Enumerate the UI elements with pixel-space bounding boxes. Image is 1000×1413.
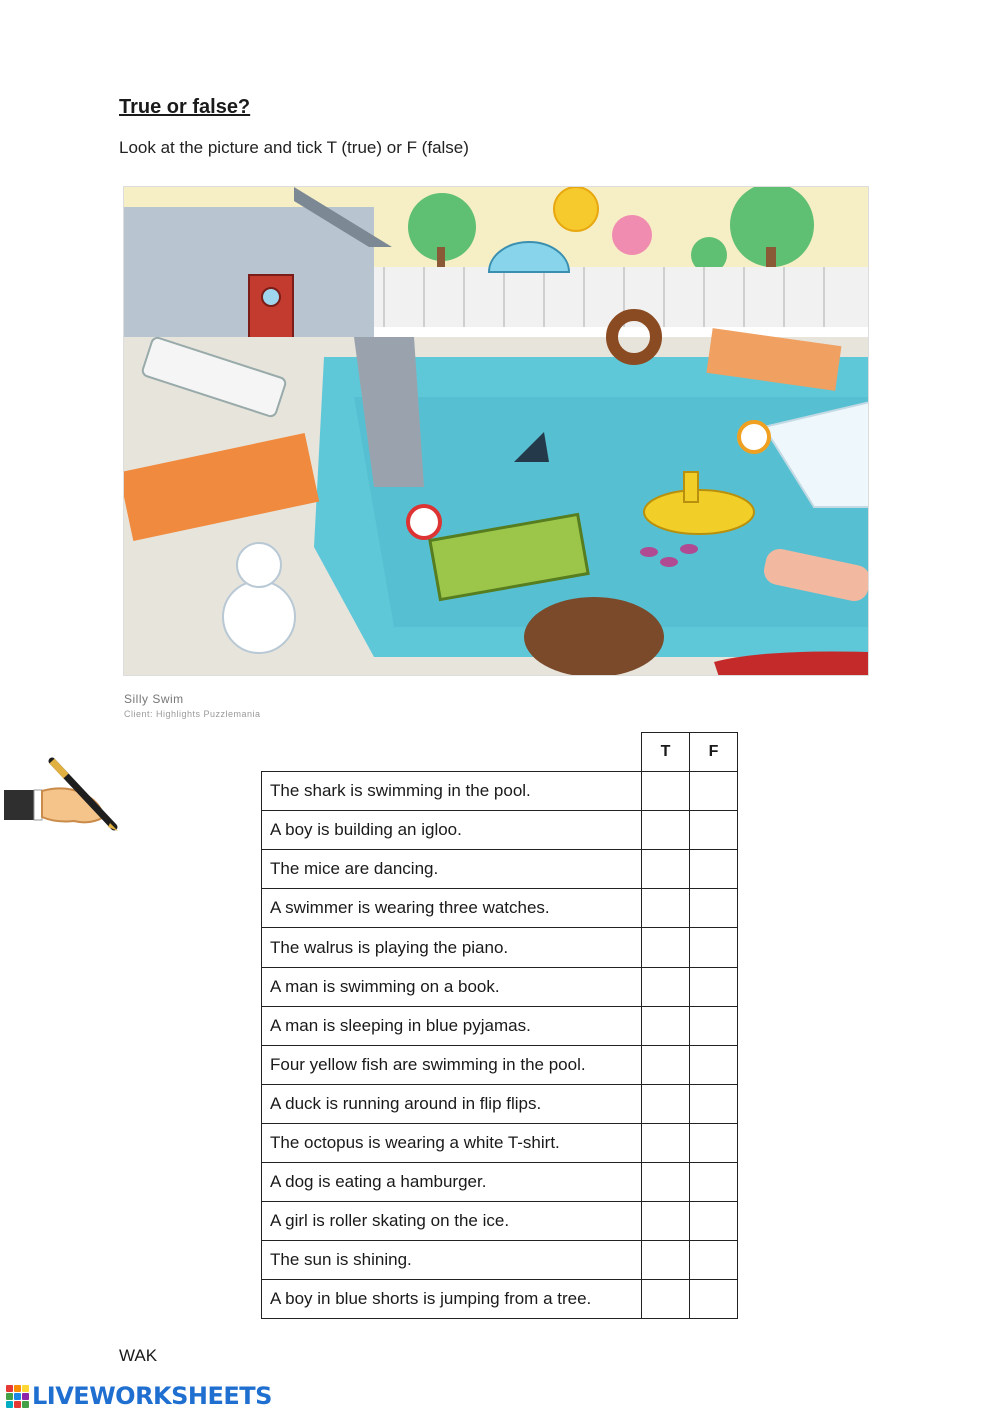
tick-false-cell[interactable] — [690, 1202, 738, 1241]
tick-true-cell[interactable] — [642, 1123, 690, 1162]
statement-text: The sun is shining. — [262, 1241, 642, 1280]
tick-true-cell[interactable] — [642, 772, 690, 811]
table-row — [262, 1045, 738, 1084]
table-row — [262, 1280, 738, 1319]
table-row — [262, 1123, 738, 1162]
tick-true-cell[interactable] — [642, 1241, 690, 1280]
statement-text: Four yellow fish are swimming in the pool. — [262, 1045, 642, 1084]
tick-true-cell[interactable] — [642, 928, 690, 967]
tick-false-cell[interactable] — [690, 889, 738, 928]
tick-true-cell[interactable] — [642, 1045, 690, 1084]
brand-name: LIVEWORKSHEETS — [32, 1382, 272, 1410]
tick-false-cell[interactable] — [690, 850, 738, 889]
tick-true-cell[interactable] — [642, 967, 690, 1006]
tick-true-cell[interactable] — [642, 811, 690, 850]
table-body — [262, 772, 738, 1319]
table-header-row — [262, 733, 738, 772]
caption-client: Client: Highlights Puzzlemania — [124, 709, 261, 719]
tick-false-cell[interactable] — [690, 1006, 738, 1045]
page-title: True or false? — [119, 96, 251, 118]
statement-text: A boy is building an igloo. — [262, 811, 642, 850]
statement-text: The walrus is playing the piano. — [262, 928, 642, 967]
header-blank-cell — [262, 733, 642, 772]
writing-hand-icon — [4, 757, 120, 833]
table-row — [262, 1163, 738, 1202]
statement-text: A swimmer is wearing three watches. — [262, 889, 642, 928]
column-header-false: F — [690, 733, 738, 772]
liveworksheets-brand[interactable] — [6, 1381, 272, 1411]
liveworksheets-logo-icon — [6, 1385, 29, 1408]
tick-true-cell[interactable] — [642, 1006, 690, 1045]
tick-false-cell[interactable] — [690, 1280, 738, 1319]
tick-false-cell[interactable] — [690, 1123, 738, 1162]
table-row — [262, 772, 738, 811]
tick-true-cell[interactable] — [642, 889, 690, 928]
table-row — [262, 1084, 738, 1123]
tick-false-cell[interactable] — [690, 811, 738, 850]
statement-text: The octopus is wearing a white T-shirt. — [262, 1123, 642, 1162]
table-row — [262, 967, 738, 1006]
instructions: Look at the picture and tick T (true) or F (false) — [119, 138, 469, 157]
statement-text: A duck is running around in flip flips. — [262, 1084, 642, 1123]
statement-text: The mice are dancing. — [262, 850, 642, 889]
tick-false-cell[interactable] — [690, 1084, 738, 1123]
true-false-table — [261, 732, 738, 1319]
tick-false-cell[interactable] — [690, 967, 738, 1006]
tick-false-cell[interactable] — [690, 1045, 738, 1084]
statement-text: A man is sleeping in blue pyjamas. — [262, 1006, 642, 1045]
column-header-true: T — [642, 733, 690, 772]
statement-text: A boy in blue shorts is jumping from a tree. — [262, 1280, 642, 1319]
table-row — [262, 811, 738, 850]
worksheet-code: WAK — [119, 1346, 158, 1365]
tick-false-cell[interactable] — [690, 772, 738, 811]
table-row — [262, 1006, 738, 1045]
statement-text: The shark is swimming in the pool. — [262, 772, 642, 811]
table-row — [262, 850, 738, 889]
statement-text: A dog is eating a hamburger. — [262, 1163, 642, 1202]
table-row — [262, 889, 738, 928]
tick-true-cell[interactable] — [642, 850, 690, 889]
tick-false-cell[interactable] — [690, 928, 738, 967]
tick-true-cell[interactable] — [642, 1280, 690, 1319]
table-row — [262, 1202, 738, 1241]
tick-false-cell[interactable] — [690, 1241, 738, 1280]
statement-text: A man is swimming on a book. — [262, 967, 642, 1006]
tick-true-cell[interactable] — [642, 1163, 690, 1202]
tick-true-cell[interactable] — [642, 1084, 690, 1123]
tick-false-cell[interactable] — [690, 1163, 738, 1202]
statement-text: A girl is roller skating on the ice. — [262, 1202, 642, 1241]
picture-caption — [124, 692, 261, 719]
silly-swim-illustration — [123, 186, 869, 676]
table-row — [262, 928, 738, 967]
table-row — [262, 1241, 738, 1280]
tick-true-cell[interactable] — [642, 1202, 690, 1241]
caption-title: Silly Swim — [124, 692, 184, 706]
